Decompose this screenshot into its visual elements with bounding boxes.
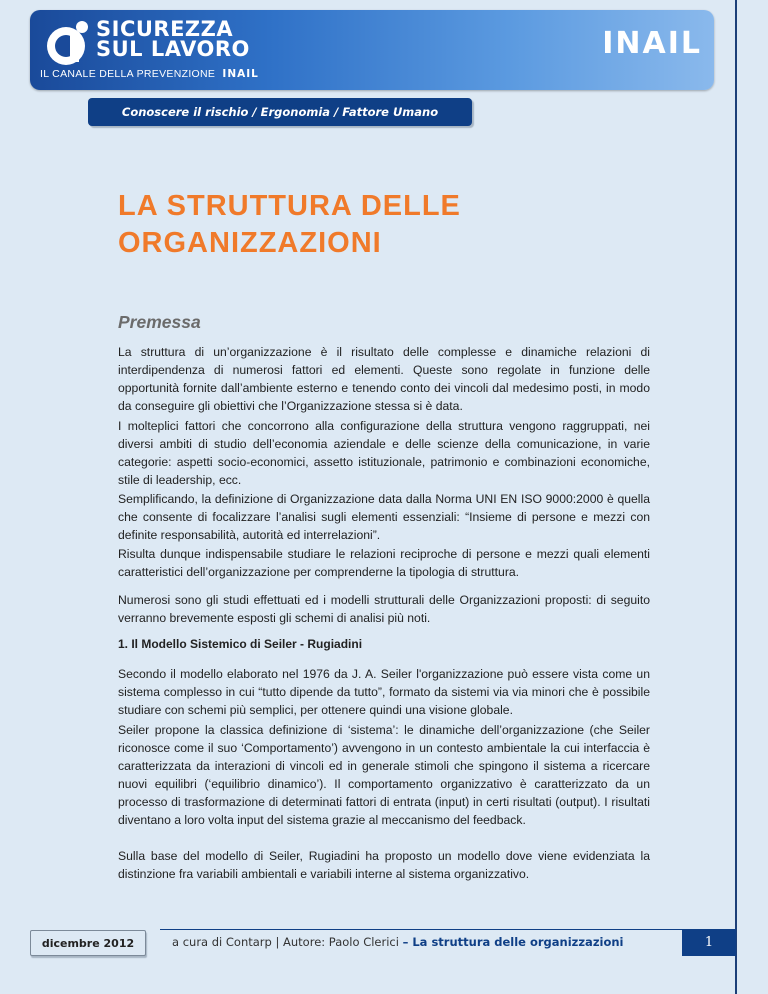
- document-title: [118, 188, 461, 262]
- footer-rule: [160, 929, 720, 930]
- inail-logo: INAIL: [602, 26, 702, 61]
- footer-credit: [172, 935, 623, 949]
- footer-date: dicembre 2012: [41, 936, 135, 950]
- paragraph-6: Secondo il modello elaborato nel 1976 da J. A. Seiler l'organizzazione può essere vista come un sistema complesso in cui “tutto dipende da tutto”, formato da sistemi via via minori che è possibile studiare con schemi più semplici, per ottenere quindi una visione globale.: [118, 667, 650, 717]
- logo-mark-icon: [44, 18, 94, 72]
- paragraph-3: Semplificando, la definizione di Organizzazione data dalla Norma UNI EN ISO 9000:2000 è quella che consente di focalizzare l’analisi sugli elementi essenziali: “Insieme di persone e mezzi con definite responsabilità, autorità ed interrelazioni”.: [118, 492, 650, 542]
- paragraph-4: Risulta dunque indispensabile studiare le relazioni reciproche di persone e mezzi quali elementi caratteristici dell’organizzazione per comprenderne la tipologia di struttura.: [118, 547, 650, 579]
- title-line-2: ORGANIZZAZIONI: [118, 227, 382, 259]
- header-tagline: [40, 68, 259, 80]
- header-banner: [30, 10, 714, 90]
- margin-rule: [735, 0, 737, 994]
- paragraph-8: Sulla base del modello di Seiler, Rugiadini ha proposto un modello dove viene evidenziata la distinzione fra variabili ambientali e variabili interne al sistema organizzativo.: [118, 849, 650, 881]
- breadcrumb-text: Conoscere il rischio / Ergonomia / Fattore Umano: [121, 105, 439, 119]
- footer-credit-title: – La struttura delle organizzazioni: [402, 935, 624, 949]
- paragraph-7: Seiler propone la classica definizione di ‘sistema’: le dinamiche dell’organizzazione (che Seiler riconosce come il suo ‘Comportamento’) avvengono in un contesto ambientale la cui interfaccia è caratterizzata da interazioni di vincoli ed in generale stimoli che spingono il sistema a ricercare nuovi equilibri (‘equilibrio dinamico’). Il comportamento organizzativo è caratterizzato da un processo di trasformazione di determinati fattori di entrata (input) in certi risultati (output). I risultati diventano a loro volta input del sistema grazie al meccanismo del feedback.: [118, 723, 650, 827]
- paragraph-2: I molteplici fattori che concorrono alla configurazione della struttura vengono raggruppati, nei diversi ambiti di studio dell’economia aziendale e delle scienze della comunicazione, in varie categorie: aspetti socio-economici, assetto istituzionale, patrimonio e combinazioni economiche, stile di leadership, ecc.: [118, 419, 650, 487]
- tagline-text: IL CANALE DELLA PREVENZIONE: [40, 68, 216, 80]
- footer-credit-prefix: a cura di Contarp | Autore: Paolo Clerici: [172, 935, 399, 949]
- title-line-1: LA STRUTTURA DELLE: [118, 190, 461, 222]
- paragraph-1: La struttura di un’organizzazione è il risultato delle complesse e dinamiche relazioni di interdipendenza di numerosi fattori ed elementi. Queste sono regolate in funzione delle opportunità fornite dall’ambiente esterno e tenendo conto dei vincoli dal medesimo posti, in modo da conseguire gli obiettivi che l’Organizzazione stessa si è data.: [118, 345, 650, 413]
- breadcrumb: [88, 98, 472, 126]
- page-number: 1: [682, 929, 736, 956]
- tagline-brand: INAIL: [222, 68, 259, 80]
- section-heading: Premessa: [118, 312, 201, 332]
- paragraph-5: Numerosi sono gli studi effettuati ed i modelli strutturali delle Organizzazioni proposti: di seguito verranno brevemente esposti gli schemi di analisi più noti.: [118, 593, 650, 625]
- footer-date-box: [30, 930, 146, 956]
- logo-text-line2: SUL LAVORO: [96, 37, 250, 61]
- logo-text-line1: SICUREZZA: [96, 17, 234, 41]
- subheading: 1. Il Modello Sistemico di Seiler - Rugiadini: [118, 637, 363, 651]
